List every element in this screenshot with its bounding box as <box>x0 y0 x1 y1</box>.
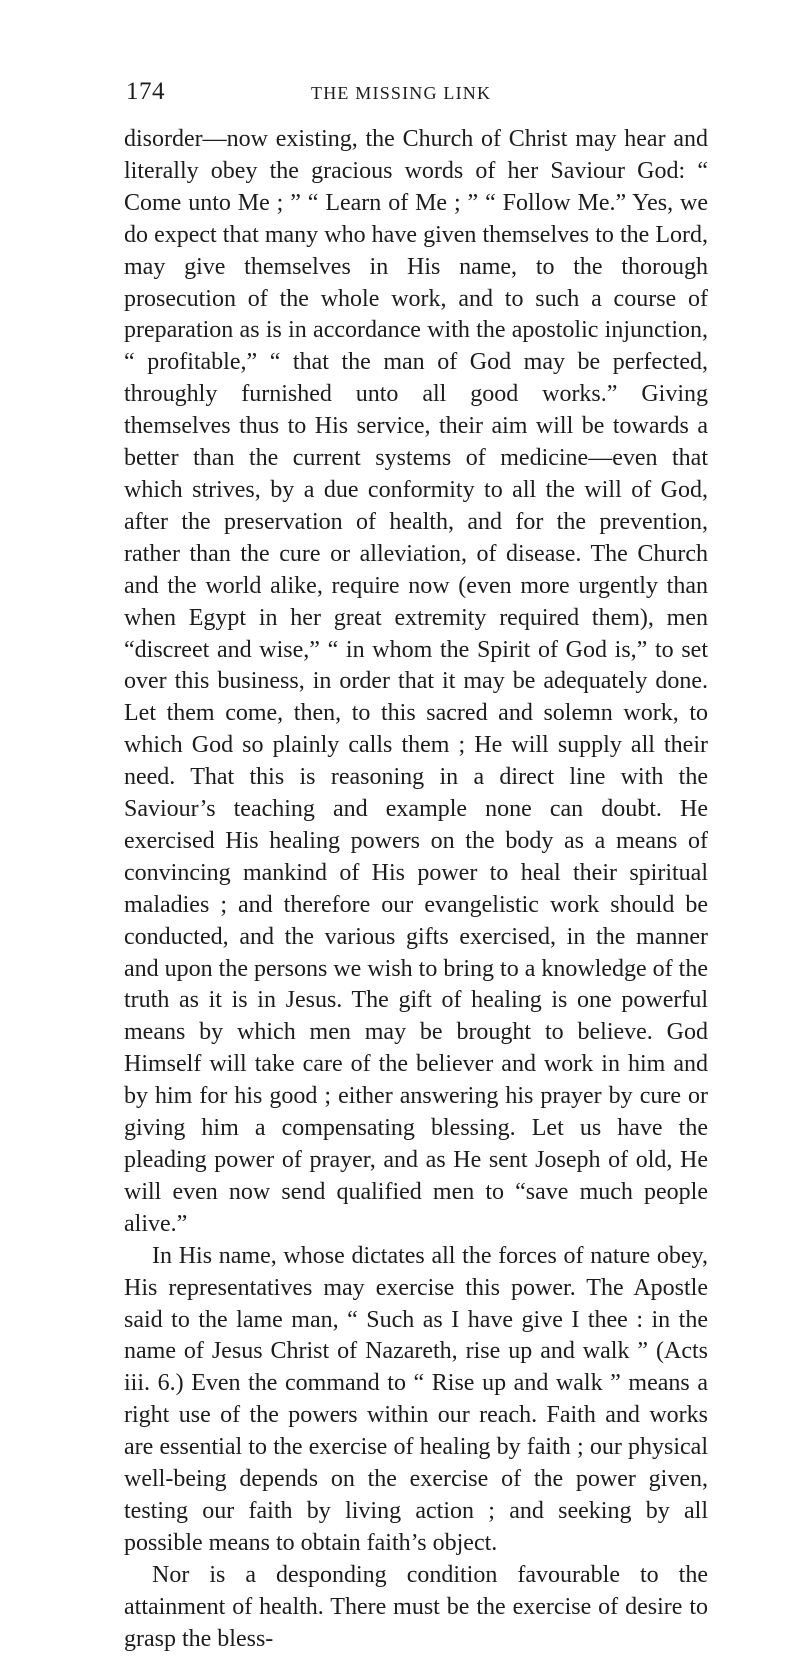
running-title: THE MISSING LINK <box>311 83 492 103</box>
page-number: 174 <box>126 78 165 105</box>
paragraph-2: In His name, whose dictates all the forces of nature obey, His representatives may exercise this power. The Apostle said to the lame man, “ Such as I have give I thee : in the name of Jesus Christ of Nazareth, rise up and walk ” (Acts iii. 6.) Even the command to “ Rise up and walk ” means a right use of the powers within our reach. Faith and works are essential to the exercise of healing by faith ; our physical well-being depends on the exercise of the power given, testing our faith by living action ; and seeking by all possible means to obtain faith’s object. <box>124 1242 708 1556</box>
body-text <box>124 124 708 1656</box>
paragraph-3: Nor is a desponding condition favourable to the attainment of health. There must be the exercise of desire to grasp the bless- <box>124 1561 708 1652</box>
paragraph-1: disorder—now existing, the Church of Christ may hear and literally obey the gracious words of her Saviour God: “ Come unto Me ; ” “ Learn of Me ; ” “ Follow Me.” Yes, we do expect that many who have given themselves to the Lord, may give themselves in His name, to the thorough prosecution of the whole work, and to such a course of preparation as is in accordance with the apostolic injunction, “ profitable,” “ that the man of God may be perfected, throughly furnished unto all good works.” Giving themselves thus to His service, their aim will be towards a better than the current systems of medicine—even that which strives, by a due conformity to all the will of God, after the preservation of health, and for the prevention, rather than the cure or alleviation, of disease. The Church and the world alike, require now (even more urgently than when Egypt in her great extremity required them), men “discreet and wise,” “ in whom the Spirit of God is,” to set over this business, in order that it may be adequately done. Let them come, then, to this sacred and solemn work, to which God so plainly calls them ; He will supply all their need. That this is reasoning in a direct line with the Saviour’s teaching and example none can doubt. He exercised His healing powers on the body as a means of convincing mankind of His power to heal their spiritual maladies ; and therefore our evangelistic work should be conducted, and the various gifts exercised, in the manner and upon the persons we wish to bring to a knowledge of the truth as it is in Jesus. The gift of healing is one powerful means by which men may be brought to believe. God Himself will take care of the believer and work in him and by him for his good ; either answering his prayer by cure or giving him a compensating blessing. Let us have the pleading power of prayer, and as He sent Joseph of old, He will even now send qualified men to “save much people alive.” <box>124 126 708 1237</box>
running-head <box>126 78 706 108</box>
